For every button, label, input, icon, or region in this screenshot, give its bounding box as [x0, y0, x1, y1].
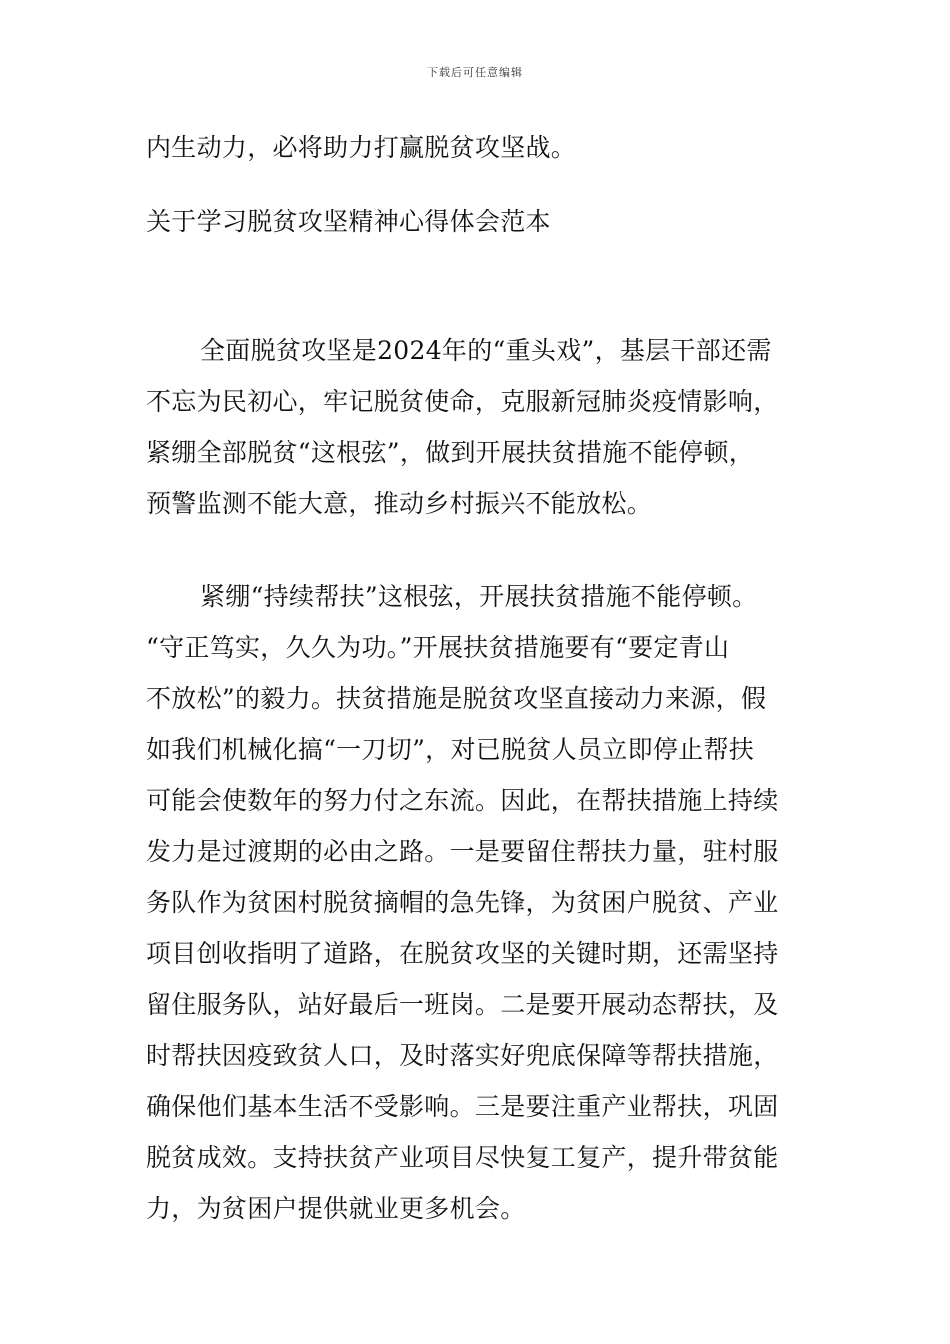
paragraph-1 — [146, 325, 810, 529]
paragraph-line: 力，为贫困户提供就业更多机会。 — [146, 1194, 526, 1223]
paragraph-line: 预警监测不能大意，推动乡村振兴不能放松。 — [146, 489, 653, 518]
page-header: 下载后可任意编辑 — [427, 66, 523, 79]
paragraph-line: “守正笃实，久久为功。”开展扶贫措施要有“要定青山 — [146, 633, 730, 662]
paragraph-line: 全面脱贫攻坚是2024年的“重头戏”，基层干部还需 — [200, 336, 772, 365]
intro-line-block — [146, 122, 810, 173]
paragraph-line: 不放松”的毅力。扶贫措施是脱贫攻坚直接动力来源，假 — [146, 684, 767, 713]
paragraph-line: 项目创收指明了道路，在脱贫攻坚的关键时期，还需坚持 — [146, 939, 779, 968]
paragraph-2 — [146, 571, 810, 1234]
paragraph-line: 可能会使数年的努力付之东流。因此，在帮扶措施上持续 — [146, 786, 779, 815]
paragraph-line: 如我们机械化搞“一刀切”，对已脱贫人员立即停止帮扶 — [146, 735, 755, 764]
paragraph-line: 脱贫成效。支持扶贫产业项目尽快复工复产，提升带贫能 — [146, 1143, 779, 1172]
paragraph-line: 发力是过渡期的必由之路。一是要留住帮扶力量，驻村服 — [146, 837, 779, 866]
paragraph-line: 留住服务队，站好最后一班岗。二是要开展动态帮扶，及 — [146, 990, 779, 1019]
paragraph-line: 确保他们基本生活不受影响。三是要注重产业帮扶，巩固 — [146, 1092, 779, 1121]
paragraph-line: 紧绷全部脱贫“这根弦”，做到开展扶贫措施不能停顿， — [146, 438, 755, 467]
title-block — [146, 196, 810, 247]
paragraph-line: 务队作为贫困村脱贫摘帽的急先锋，为贫困户脱贫、产业 — [146, 888, 779, 917]
paragraph-line: 紧绷“持续帮扶”这根弦，开展扶贫措施不能停顿。 — [200, 582, 758, 611]
document-title: 关于学习脱贫攻坚精神心得体会范本 — [146, 207, 551, 236]
paragraph-line: 时帮扶因疫致贫人口，及时落实好兜底保障等帮扶措施， — [146, 1041, 779, 1070]
paragraph-line: 不忘为民初心，牢记脱贫使命，克服新冠肺炎疫情影响， — [146, 387, 779, 416]
intro-line: 内生动力，必将助力打赢脱贫攻坚战。 — [146, 133, 577, 162]
